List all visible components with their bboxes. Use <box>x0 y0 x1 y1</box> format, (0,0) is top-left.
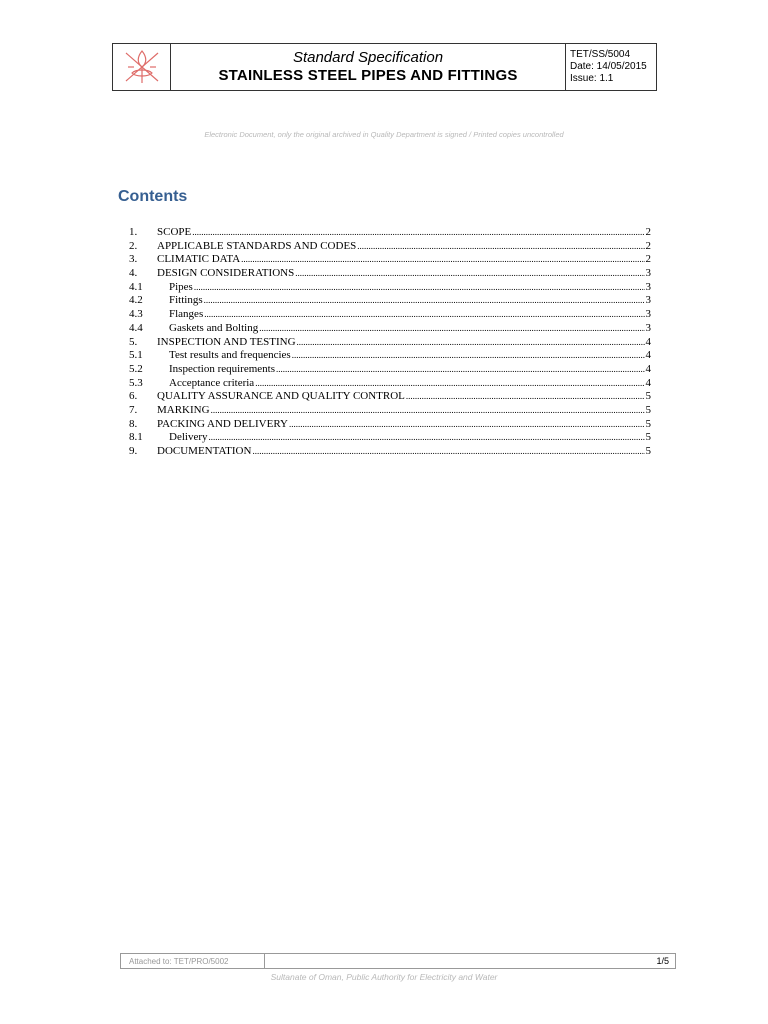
toc-entry-label: QUALITY ASSURANCE AND QUALITY CONTROL <box>157 390 405 403</box>
toc-leader-dots <box>292 349 645 363</box>
toc-entry-number: 8.1 <box>129 431 143 444</box>
toc-entry-page: 4 <box>645 335 651 348</box>
page-number: 1/5 <box>656 956 669 966</box>
toc-entry-number: 4.4 <box>129 321 143 334</box>
toc-entry-label: Test results and frequencies <box>169 349 291 362</box>
toc-leader-dots <box>204 308 644 322</box>
toc-entry[interactable] <box>129 267 651 281</box>
toc-entry-page: 5 <box>645 403 651 416</box>
toc-entry[interactable] <box>129 253 651 267</box>
toc-entry-label: Flanges <box>169 308 204 321</box>
toc-leader-dots <box>241 253 644 267</box>
table-of-contents <box>129 226 651 459</box>
toc-entry-number: 1. <box>129 226 138 238</box>
toc-entry-page: 3 <box>645 267 651 280</box>
toc-entry-number: 5. <box>129 335 138 348</box>
toc-leader-dots <box>295 267 644 281</box>
toc-entry-number: 6. <box>129 390 138 403</box>
toc-entry[interactable] <box>129 363 651 377</box>
toc-leader-dots <box>289 418 645 432</box>
toc-entry-number: 5.1 <box>129 349 143 362</box>
toc-leader-dots <box>204 294 645 308</box>
toc-entry-label: DESIGN CONSIDERATIONS <box>157 267 295 280</box>
toc-entry[interactable] <box>129 281 651 295</box>
toc-entry-label: Acceptance criteria <box>169 376 255 389</box>
toc-entry[interactable] <box>129 377 651 391</box>
document-header <box>112 43 657 91</box>
toc-entry[interactable] <box>129 226 651 240</box>
toc-entry-page: 3 <box>645 280 651 293</box>
toc-entry-number: 7. <box>129 403 138 416</box>
toc-entry[interactable] <box>129 445 651 459</box>
toc-entry-page: 3 <box>645 321 651 334</box>
toc-entry[interactable] <box>129 294 651 308</box>
toc-entry-number: 8. <box>129 417 138 430</box>
toc-leader-dots <box>194 281 645 295</box>
toc-entry-page: 4 <box>645 349 651 362</box>
uncontrolled-notice: Electronic Document, only the original archived in Quality Department is signed / Printed copies uncontrolled <box>204 130 564 139</box>
toc-entry[interactable] <box>129 404 651 418</box>
doc-issue: Issue: 1.1 <box>570 73 614 84</box>
footer-note: Sultanate of Oman, Public Authority for Electricity and Water <box>270 972 498 982</box>
toc-entry-label: DOCUMENTATION <box>157 445 252 457</box>
toc-entry-number: 4. <box>129 267 138 280</box>
toc-entry-number: 4.1 <box>129 280 143 293</box>
toc-entry-page: 4 <box>645 376 651 389</box>
toc-entry-number: 5.3 <box>129 376 143 389</box>
toc-entry-page: 2 <box>645 226 651 238</box>
toc-entry[interactable] <box>129 322 651 336</box>
toc-entry-number: 2. <box>129 239 138 252</box>
toc-leader-dots <box>211 404 645 418</box>
toc-entry-page: 2 <box>645 239 651 252</box>
toc-entry-page: 5 <box>645 431 651 444</box>
toc-entry-label: Gaskets and Bolting <box>169 321 259 334</box>
toc-entry-page: 5 <box>645 445 651 457</box>
toc-entry-number: 9. <box>129 445 138 457</box>
toc-entry-page: 4 <box>645 362 651 375</box>
toc-entry-page: 3 <box>645 294 651 307</box>
toc-entry[interactable] <box>129 418 651 432</box>
toc-entry-page: 5 <box>645 390 651 403</box>
toc-entry-label: Fittings <box>169 294 203 307</box>
footer-spacer <box>265 954 629 968</box>
toc-leader-dots <box>406 390 645 404</box>
toc-leader-dots <box>192 226 644 240</box>
toc-leader-dots <box>255 377 644 391</box>
toc-entry-label: Pipes <box>169 280 193 293</box>
footer-attached: Attached to: TET/PRO/5002 <box>121 954 265 968</box>
doc-subtitle: Standard Specification <box>292 49 444 66</box>
toc-leader-dots <box>276 363 645 377</box>
toc-entry[interactable] <box>129 240 651 254</box>
toc-entry-label: CLIMATIC DATA <box>157 253 241 266</box>
toc-entry[interactable] <box>129 349 651 363</box>
toc-entry-number: 5.2 <box>129 362 143 375</box>
toc-entry-label: PACKING AND DELIVERY <box>157 417 288 430</box>
toc-entry-label: INSPECTION AND TESTING <box>157 335 296 348</box>
toc-leader-dots <box>297 336 645 350</box>
page-footer <box>120 953 676 969</box>
toc-leader-dots <box>259 322 644 336</box>
toc-entry[interactable] <box>129 431 651 445</box>
toc-leader-dots <box>252 445 644 459</box>
emblem-icon <box>120 47 164 87</box>
toc-leader-dots <box>357 240 644 254</box>
doc-date: Date: 14/05/2015 <box>570 61 647 72</box>
doc-code: TET/SS/5004 <box>570 49 631 60</box>
toc-entry[interactable] <box>129 390 651 404</box>
toc-entry-label: Delivery <box>169 431 208 444</box>
toc-entry-number: 4.3 <box>129 308 143 321</box>
toc-entry-label: SCOPE <box>157 226 192 238</box>
toc-entry-label: APPLICABLE STANDARDS AND CODES <box>157 239 357 252</box>
doc-title: STAINLESS STEEL PIPES AND FITTINGS <box>218 67 518 84</box>
toc-entry[interactable] <box>129 308 651 322</box>
doc-meta <box>566 44 656 90</box>
toc-leader-dots <box>208 431 644 445</box>
toc-entry-label: Inspection requirements <box>169 362 275 375</box>
contents-heading: Contents <box>118 188 188 205</box>
toc-entry-number: 4.2 <box>129 294 143 307</box>
toc-entry-page: 2 <box>645 253 651 266</box>
toc-entry-label: MARKING <box>157 403 210 416</box>
toc-entry-page: 5 <box>645 417 651 430</box>
title-cell <box>171 44 566 90</box>
logo-cell <box>113 44 171 90</box>
toc-entry-number: 3. <box>129 253 138 266</box>
toc-entry-page: 3 <box>645 308 651 321</box>
toc-entry[interactable] <box>129 336 651 350</box>
